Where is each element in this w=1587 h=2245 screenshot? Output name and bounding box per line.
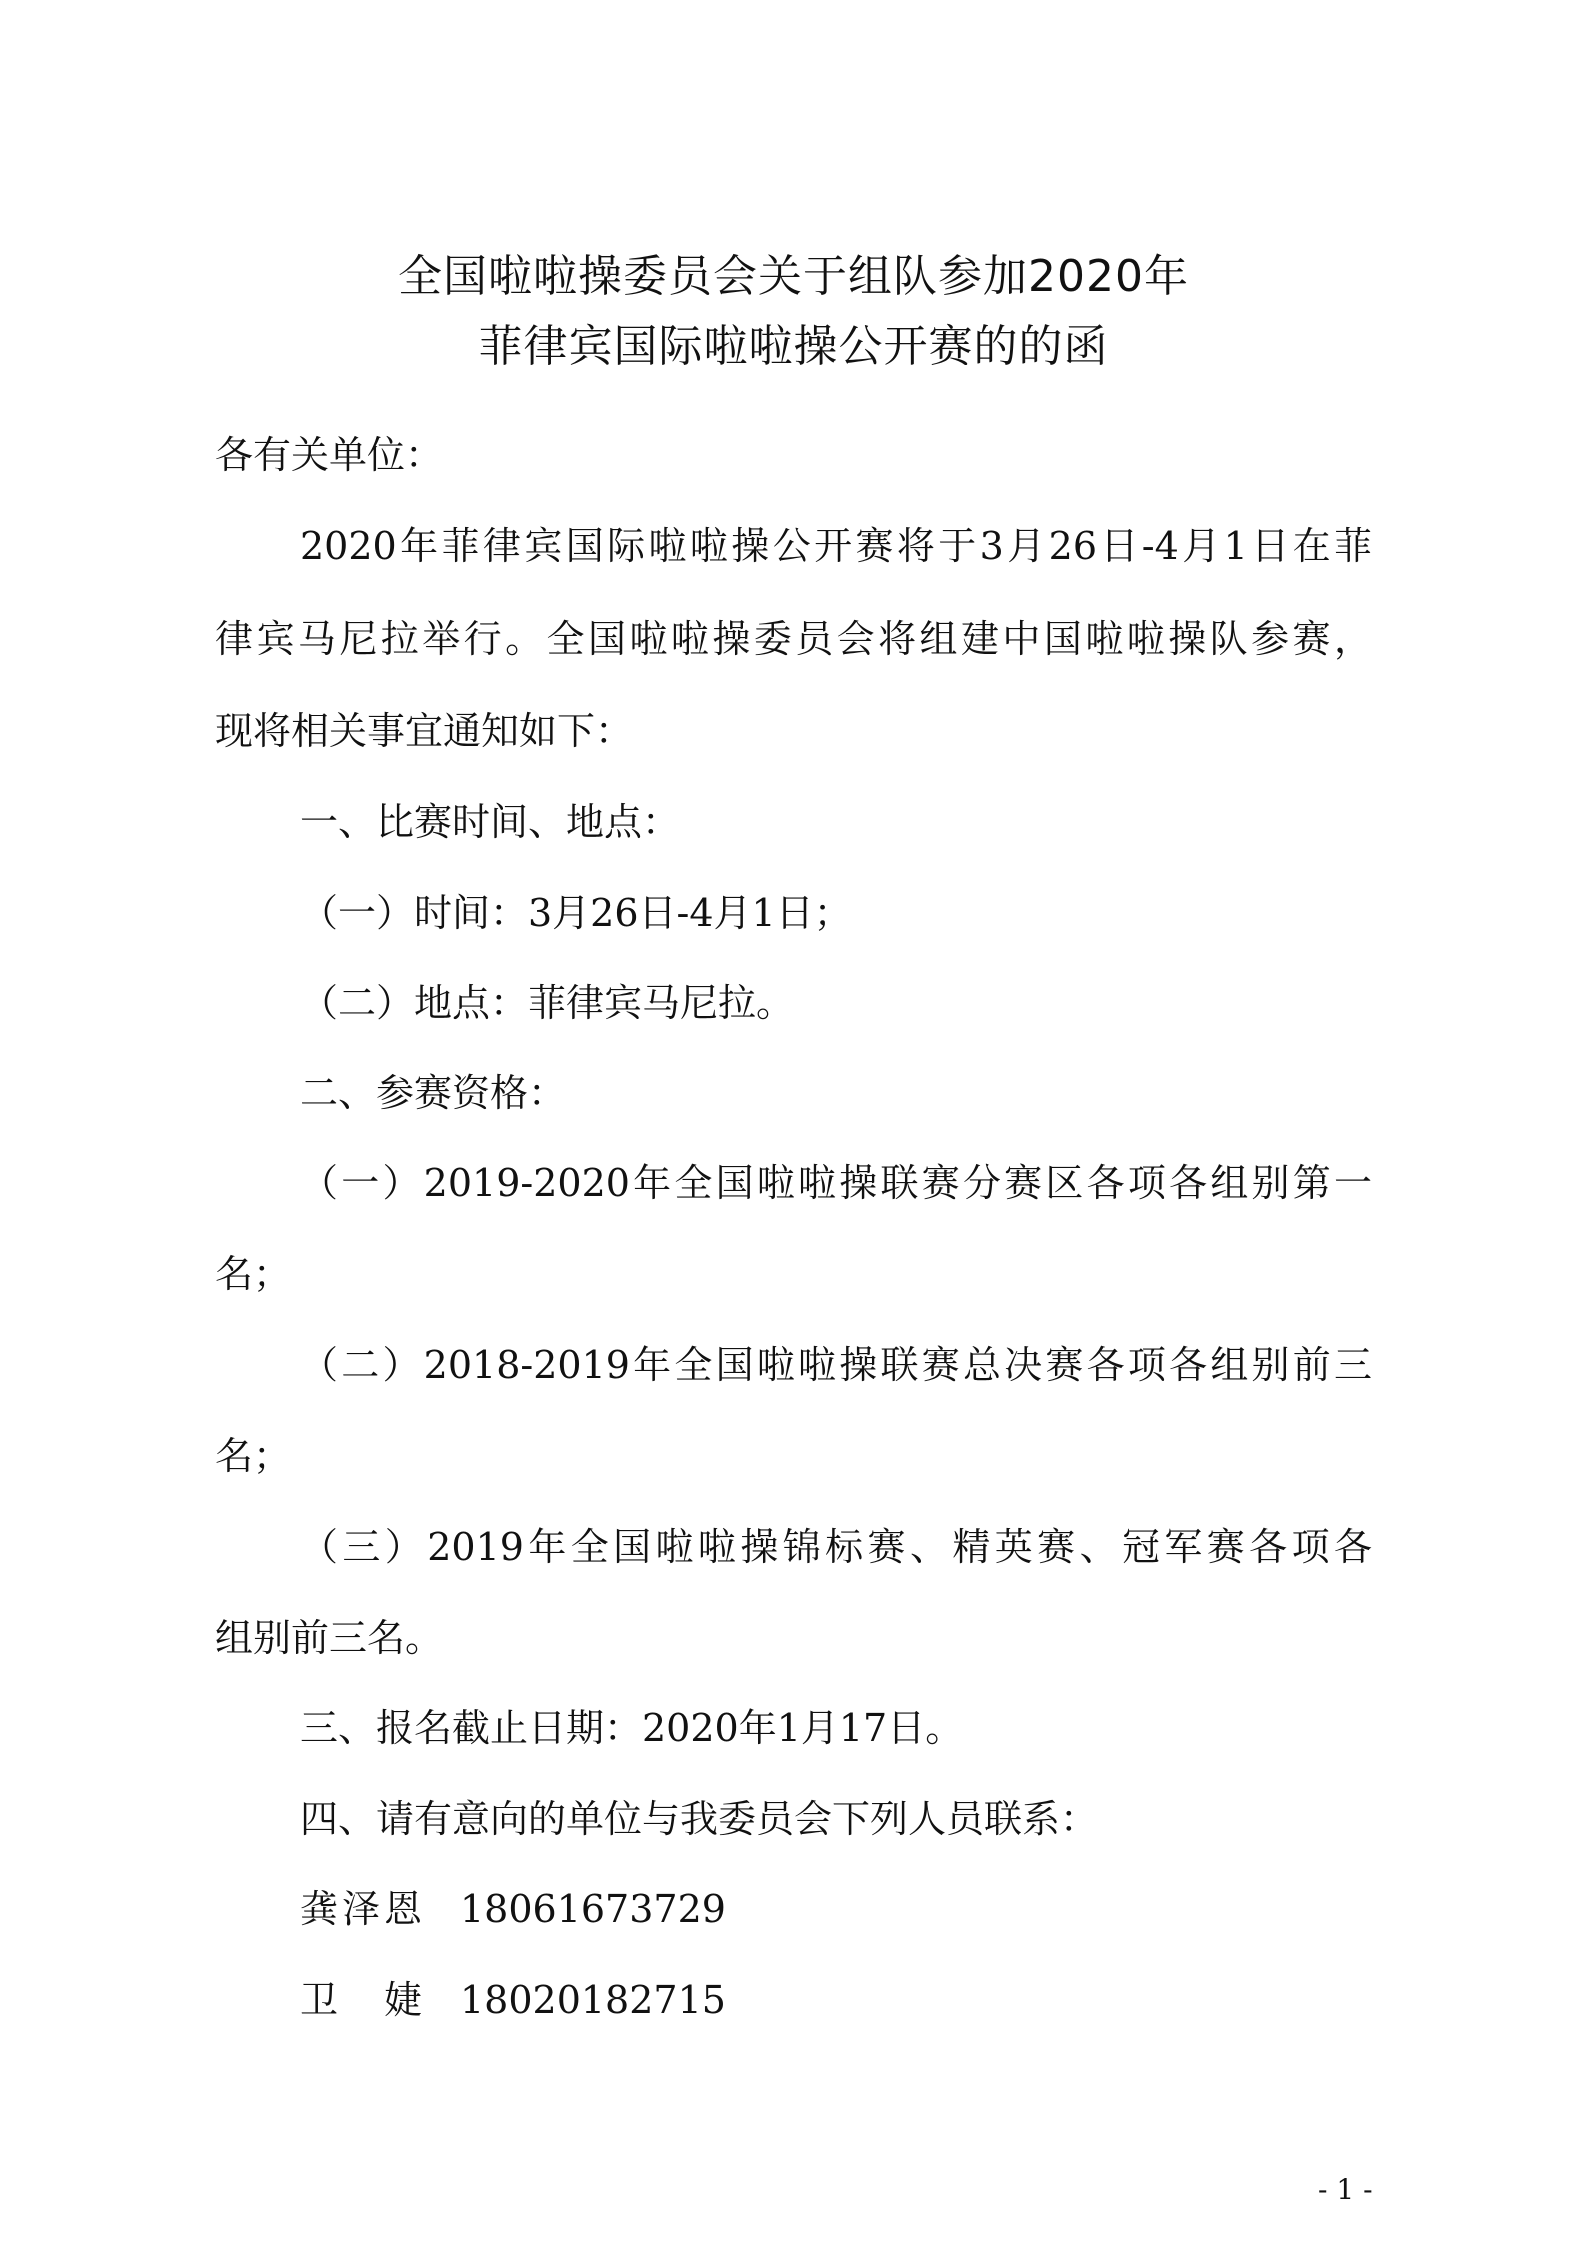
section-2-item-1-line-2: 名；: [215, 1252, 292, 1296]
section-2-item-2-line-1: （二）2018-2019年全国啦啦操联赛总决赛各项各组别前三: [300, 1343, 1372, 1387]
section-4-heading: 四、请有意向的单位与我委员会下列人员联系：: [300, 1797, 1099, 1841]
section-1-heading: 一、比赛时间、地点：: [300, 800, 681, 844]
section-2-item-1-line-1: （一）2019-2020年全国啦啦操联赛分赛区各项各组别第一: [300, 1161, 1372, 1205]
contact-phone: 18020182715: [460, 1978, 726, 2022]
contact-row: [300, 1975, 726, 2025]
section-1-item-2: （二）地点：菲律宾马尼拉。: [300, 981, 795, 1025]
section-3-heading: 三、报名截止日期：2020年1月17日。: [300, 1706, 964, 1750]
contact-name: 龚泽恩: [300, 1887, 427, 1931]
document-title: [0, 242, 1587, 382]
section-2-item-3-line-1: （三）2019年全国啦啦操锦标赛、精英赛、冠军赛各项各: [300, 1525, 1372, 1569]
section-2-item-2-line-2: 名；: [215, 1434, 292, 1478]
contact-name: 卫 婕: [300, 1978, 427, 2022]
contact-row: [300, 1884, 726, 1934]
salutation: 各有关单位：: [215, 433, 444, 477]
title-line-1: 全国啦啦操委员会关于组队参加2020年: [398, 251, 1189, 302]
intro-line-3: 现将相关事宜通知如下：: [215, 709, 634, 753]
page-number: - 1 -: [1318, 2173, 1373, 2206]
title-line-2: 菲律宾国际啦啦操公开赛的的函: [478, 321, 1109, 372]
section-2-item-3-line-2: 组别前三名。: [215, 1616, 444, 1660]
contact-phone: 18061673729: [460, 1887, 726, 1931]
intro-line-1: 2020年菲律宾国际啦啦操公开赛将于3月26日-4月1日在菲: [300, 524, 1372, 568]
intro-line-2: 律宾马尼拉举行。全国啦啦操委员会将组建中国啦啦操队参赛，: [215, 617, 1372, 661]
section-2-heading: 二、参赛资格：: [300, 1071, 567, 1115]
section-1-item-1: （一）时间：3月26日-4月1日；: [300, 891, 852, 935]
